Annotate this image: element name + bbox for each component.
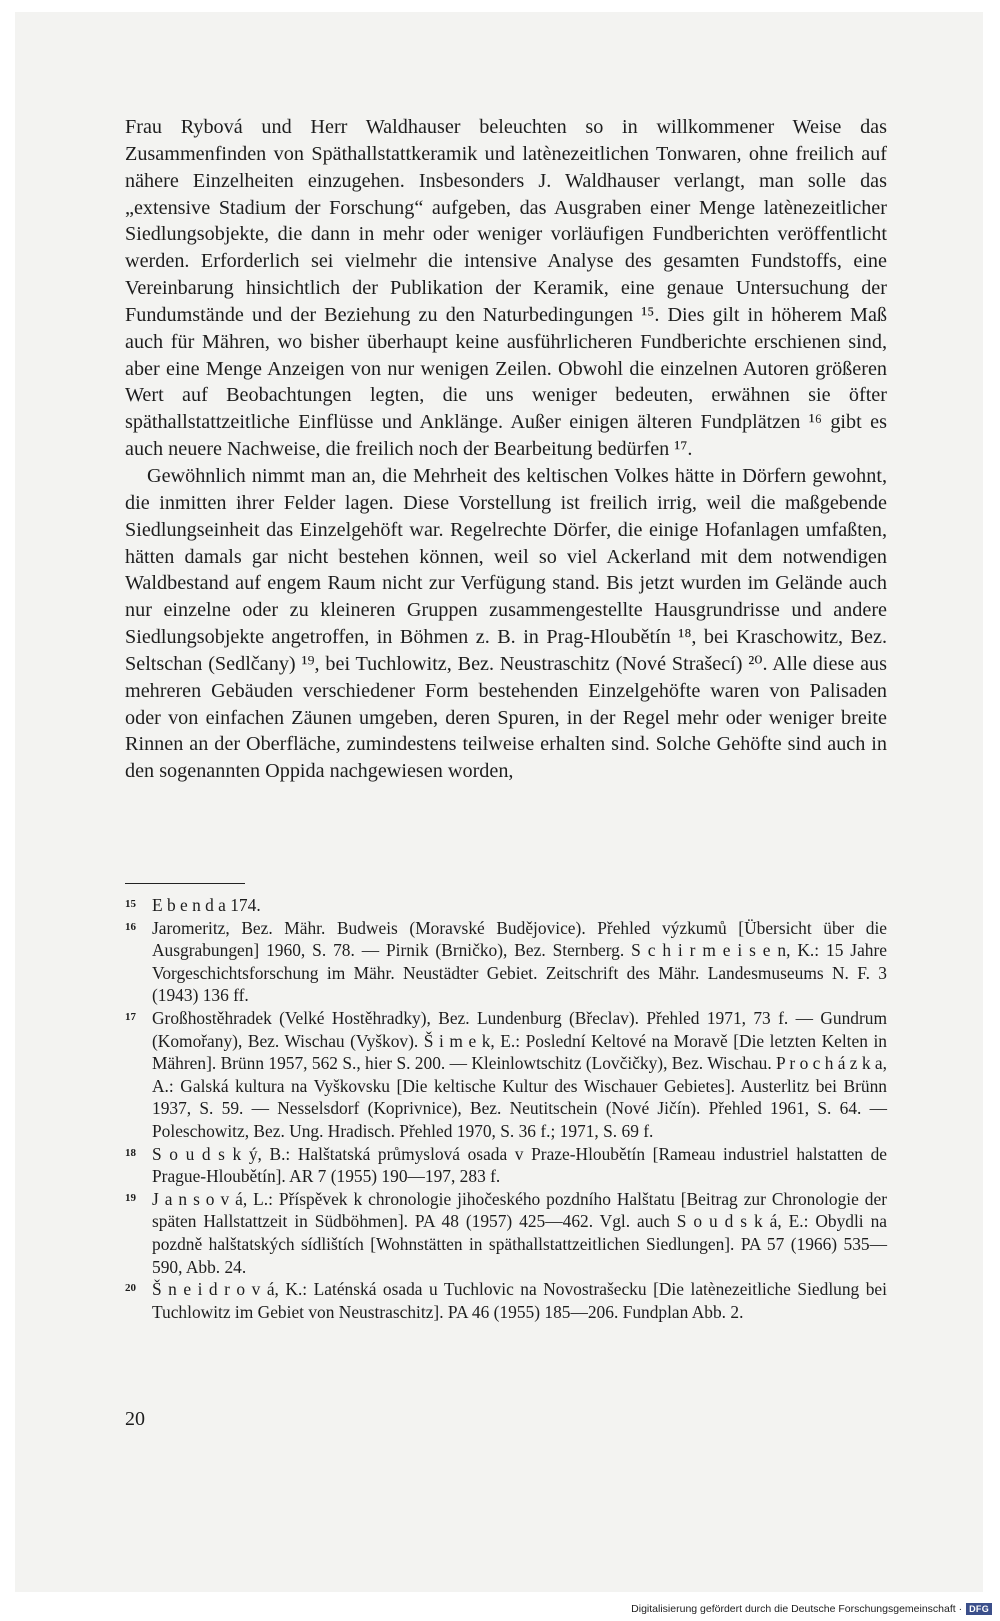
footnote-text: J a n s o v á, L.: Příspěvek k chronologie jihočeského pozdního Halštatu [Beitrag zur Chronologie der späten Hallstattzeit in Südböhmen]. PA 48 (1957) 425—462. Vgl. auch S o u d s k á, E.: Obydli na pozdně halštatských sídlištích [Wohnstätten in späthallstattzeitlichen Siedlungen]. PA 57 (1966) 535—590, Abb. 24.	[152, 1188, 887, 1277]
footnote-text: Š n e i d r o v á, K.: Laténská osada u Tuchlovic na Novostrašecku [Die latènezeitliche Siedlung bei Tuchlowitz im Gebiet von Neustraschitz]. PA 46 (1955) 185—206. Fundplan Abb. 2.	[152, 1279, 887, 1322]
footer-text: Digitalisierung gefördert durch die Deutsche Forschungsgemeinschaft ·	[631, 1603, 963, 1615]
footnote-text: S o u d s k ý, B.: Halštatská průmyslová osada v Praze-Hloubětín [Rameau industriel halstatten de Prague-Hloubětín]. AR 7 (1955) 190—197, 283 f.	[152, 1143, 887, 1187]
footnote-number: 16	[125, 920, 136, 933]
footnote-15	[125, 894, 887, 917]
main-text	[125, 114, 887, 785]
footnote-text: Jaromeritz, Bez. Mähr. Budweis (Moravské Budějovice). Přehled výzkumů [Übersicht über die Ausgrabungen] 1960, S. 78. — Pirnik (Brničko), Bez. Sternberg. S c h i r m e i s e n, K.: 15 Jahre Vorgeschichtsforschung im Mähr. Neustädter Gebiet. Zeitschrift des Mähr. Landesmuseums N. F. 3 (1943) 136 ff.	[152, 917, 887, 1006]
paragraph-2: Gewöhnlich nimmt man an, die Mehrheit des keltischen Volkes hätte in Dörfern gewohnt, die inmitten ihrer Felder lagen. Diese Vorstellung ist freilich irrig, weil die maßgebende Siedlungseinheit das Einzelgehöft war. Regelrechte Dörfer, die einige Hofanlagen umfaßten, hätten damals gar nicht bestehen können, weil so viel Ackerland mit dem notwendigen Waldbestand auf engem Raum nicht zur Verfügung stand. Bis jetzt wurden im Gelände auch nur einzelne oder zu kleineren Gruppen zusammengestellte Hausgrundrisse und andere Siedlungsobjekte angetroffen, in Böhmen z. B. in Prag-Hloubětín ¹⁸, bei Kraschowitz, Bez. Seltschan (Sedlčany) ¹⁹, bei Tuchlowitz, Bez. Neustraschitz (Nové Strašecí) ²⁰. Alle diese aus mehreren Gebäuden verschiedener Form bestehenden Einzelgehöfte waren von Palisaden oder von einfachen Zäunen umgeben, deren Spuren, in der Regel mehr oder weniger breite Rinnen an der Oberfläche, zumindestens teilweise erhalten sind. Solche Gehöfte sind auch in den sogenannten Oppida nachgewiesen worden,	[125, 464, 887, 783]
footnote-18	[125, 1143, 887, 1188]
footnote-divider	[125, 883, 245, 884]
footnote-number: 17	[125, 1010, 136, 1023]
page-number: 20	[125, 1408, 145, 1430]
footnote-17	[125, 1007, 887, 1143]
footnote-number: 15	[125, 898, 136, 910]
footnote-text: Großhostěhradek (Velké Hostěhradky), Bez. Lundenburg (Břeclav). Přehled 1971, 73 f. — Gundrum (Komořany), Bez. Wischau (Vyškov). Š i m e k, E.: Poslední Keltové na Moravě [Die letzten Kelten in Mähren]. Brünn 1957, 562 S., hier S. 200. — Kleinlowtschitz (Lovčičky), Bez. Wischau. P r o c h á z k a, A.: Galská kultura na Vyškovsku [Die keltische Kultur des Wischauer Gebietes]. Austerlitz bei Brünn 1937, S. 59. — Nesselsdorf (Koprivnice), Bez. Neutitschein (Nové Jičín). Přehled 1961, S. 64. — Poleschowitz, Bez. Ung. Hradisch. Přehled 1970, S. 36 f.; 1971, S. 69 f.	[152, 1007, 887, 1141]
footnotes	[125, 894, 887, 1323]
footnote-20	[125, 1278, 887, 1323]
footnote-number: 20	[125, 1282, 136, 1295]
footnote-text: E b e n d a 174.	[152, 895, 261, 915]
paragraph-1: Frau Rybová und Herr Waldhauser beleuchten so in willkommener Weise das Zusammenfinden von Späthallstattkeramik und latènezeitlichen Tonwaren, ohne freilich auf nähere Einzelheiten einzugehen. Insbesonders J. Waldhauser verlangt, man solle das „extensive Stadium der Forschung“ aufgeben, das Ausgraben einer Menge latènezeitlicher Siedlungsobjekte, die dann in mehr oder weniger vorläufigen Fundberichten veröffentlicht werden. Erforderlich sei vielmehr die intensive Analyse des gesamten Fundstoffs, eine Vereinbarung hinsichtlich der Publikation der Keramik, eine genaue Untersuchung der Fundumstände und der Beziehung zu den Naturbedingungen ¹⁵. Dies gilt in höherem Maß auch für Mähren, wo bisher überhaupt keine ausführlicheren Fundberichte erschienen sind, aber eine Menge Anzeigen von nur wenigen Zeilen. Obwohl die einzelnen Autoren größeren Wert auf Beobachtungen legten, die uns weniger bedeuten, erwähnen sie öfter späthallstattzeitliche Einflüsse und Anklänge. Außer einigen älteren Fundplätzen ¹⁶ gibt es auch neuere Nachweise, die freilich noch der Bearbeitung bedürfen ¹⁷.	[125, 116, 887, 461]
footnote-number: 18	[125, 1146, 136, 1159]
footnote-number: 19	[125, 1191, 136, 1204]
dfg-logo: DFG	[966, 1603, 992, 1615]
footnote-16	[125, 917, 887, 1007]
digitization-footer	[631, 1603, 992, 1615]
footnote-19	[125, 1188, 887, 1278]
